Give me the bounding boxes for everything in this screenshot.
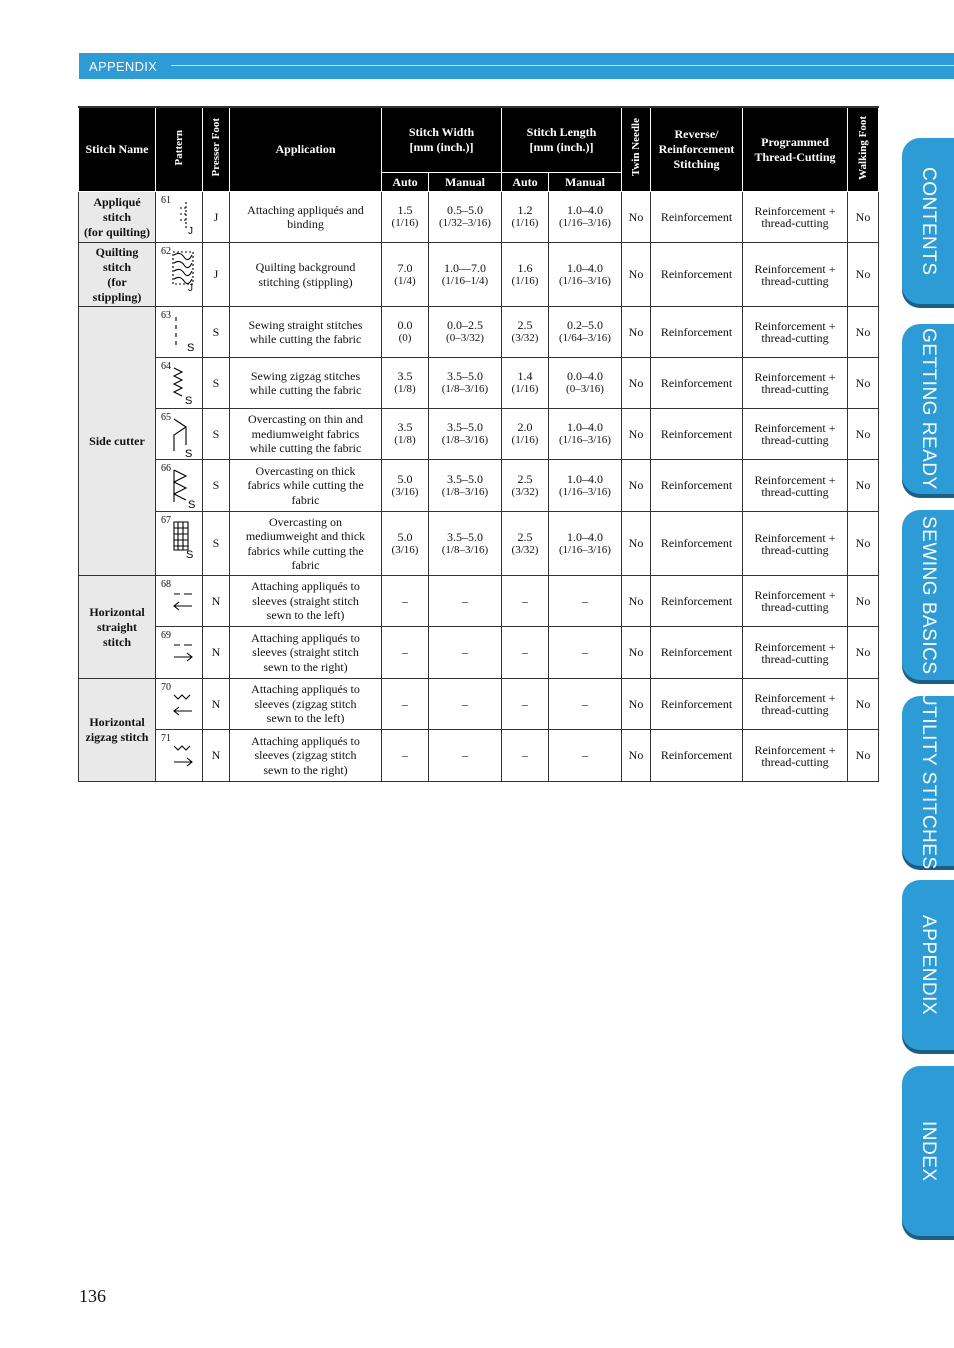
thread-cutting-cell: Reinforcement + thread-cutting <box>743 243 848 307</box>
width-manual-cell: 3.5–5.0 (1/8–3/16) <box>429 358 502 409</box>
walking-foot-cell: No <box>848 576 879 627</box>
header-application: Application <box>230 107 382 192</box>
thread-cutting-cell: Reinforcement + thread-cutting <box>743 576 848 627</box>
application-cell: Sewing straight stitches while cutting the fabric <box>230 307 382 358</box>
width-manual-cell: 3.5–5.0 (1/8–3/16) <box>429 512 502 576</box>
table-row <box>79 192 879 243</box>
length-manual-cell: – <box>549 679 622 730</box>
pattern-number: 71 <box>161 733 171 744</box>
twin-needle-cell: No <box>622 409 651 460</box>
svg-text:J: J <box>188 283 193 293</box>
walking-foot-cell: No <box>848 243 879 307</box>
svg-text:S: S <box>188 499 196 510</box>
header-stitch-name: Stitch Name <box>79 107 156 192</box>
applique-stitch-icon <box>172 200 196 246</box>
pattern-cell <box>156 358 203 409</box>
presser-foot-cell: S <box>203 512 230 576</box>
reverse-stitching-cell: Reinforcement <box>651 358 743 409</box>
width-manual-cell: 1.0—7.0 (1/16–1/4) <box>429 243 502 307</box>
walking-foot-cell: No <box>848 679 879 730</box>
stitch-settings-table <box>78 106 879 782</box>
table-row <box>79 679 879 730</box>
thread-cutting-cell: Reinforcement + thread-cutting <box>743 730 848 782</box>
pattern-number: 67 <box>161 515 171 526</box>
reverse-stitching-cell: Reinforcement <box>651 627 743 679</box>
pattern-number: 63 <box>161 310 171 321</box>
width-manual-cell: 3.5–5.0 (1/8–3/16) <box>429 409 502 460</box>
thread-cutting-cell: Reinforcement + thread-cutting <box>743 679 848 730</box>
pattern-number: 61 <box>161 195 171 206</box>
pattern-cell <box>156 730 203 782</box>
side-cutter-zigzag-icon <box>172 366 196 412</box>
walking-foot-cell: No <box>848 460 879 512</box>
twin-needle-cell: No <box>622 460 651 512</box>
presser-foot-cell: S <box>203 460 230 512</box>
page-number: 136 <box>79 1286 106 1306</box>
width-auto-cell: 7.0 (1/4) <box>382 243 429 307</box>
header-stitch-length: Stitch Length [mm (inch.)] <box>502 107 622 173</box>
side-tab-sewing-basics[interactable] <box>902 510 954 680</box>
table-row <box>79 358 879 409</box>
pattern-number: 69 <box>161 630 171 641</box>
length-manual-cell: – <box>549 730 622 782</box>
presser-foot-cell: S <box>203 409 230 460</box>
width-manual-cell: – <box>429 679 502 730</box>
width-auto-cell: 5.0 (3/16) <box>382 460 429 512</box>
length-auto-cell: 2.5 (3/32) <box>502 307 549 358</box>
length-manual-cell: 1.0–4.0 (1/16–3/16) <box>549 243 622 307</box>
application-cell: Attaching appliqués to sleeves (straight stitch sewn to the right) <box>230 627 382 679</box>
width-auto-cell: 3.5 (1/8) <box>382 358 429 409</box>
horizontal-zigzag-left-icon <box>172 687 196 733</box>
width-auto-cell: 1.5 (1/16) <box>382 192 429 243</box>
pattern-cell <box>156 679 203 730</box>
walking-foot-cell: No <box>848 192 879 243</box>
side-tab-label: UTILITY STITCHES <box>918 692 939 870</box>
length-manual-cell: 0.0–4.0 (0–3/16) <box>549 358 622 409</box>
header-programmed-thread-cutting: Programmed Thread-Cutting <box>743 107 848 192</box>
header-width-auto: Auto <box>382 173 429 192</box>
length-manual-cell: 1.0–4.0 (1/16–3/16) <box>549 512 622 576</box>
walking-foot-cell: No <box>848 409 879 460</box>
reverse-stitching-cell: Reinforcement <box>651 460 743 512</box>
reverse-stitching-cell: Reinforcement <box>651 192 743 243</box>
stitch-name-cell: Side cutter <box>79 307 156 576</box>
thread-cutting-cell: Reinforcement + thread-cutting <box>743 627 848 679</box>
presser-foot-cell: S <box>203 307 230 358</box>
svg-text:S: S <box>187 342 195 354</box>
application-cell: Attaching appliqués to sleeves (zigzag stitch sewn to the left) <box>230 679 382 730</box>
pattern-number: 62 <box>161 246 171 257</box>
application-cell: Overcasting on thin and mediumweight fabrics while cutting the fabric <box>230 409 382 460</box>
table-row <box>79 243 879 307</box>
side-tab-index[interactable] <box>902 1066 954 1236</box>
presser-foot-cell: N <box>203 679 230 730</box>
header-walking-foot: Walking Foot <box>848 107 879 192</box>
length-manual-cell: 1.0–4.0 (1/16–3/16) <box>549 460 622 512</box>
width-manual-cell: 3.5–5.0 (1/8–3/16) <box>429 460 502 512</box>
reverse-stitching-cell: Reinforcement <box>651 243 743 307</box>
stitch-name-cell: Appliqué stitch (for quilting) <box>79 192 156 243</box>
application-cell: Sewing zigzag stitches while cutting the fabric <box>230 358 382 409</box>
table-row <box>79 730 879 782</box>
walking-foot-cell: No <box>848 358 879 409</box>
application-cell: Attaching appliqués to sleeves (straight stitch sewn to the left) <box>230 576 382 627</box>
table-row <box>79 512 879 576</box>
pattern-number: 68 <box>161 579 171 590</box>
length-auto-cell: – <box>502 679 549 730</box>
length-manual-cell: – <box>549 627 622 679</box>
application-cell: Quilting background stitching (stippling) <box>230 243 382 307</box>
length-manual-cell: – <box>549 576 622 627</box>
application-cell: Attaching appliqués and binding <box>230 192 382 243</box>
walking-foot-cell: No <box>848 730 879 782</box>
table-row <box>79 460 879 512</box>
twin-needle-cell: No <box>622 358 651 409</box>
header-pattern: Pattern <box>156 107 203 192</box>
header-length-manual: Manual <box>549 173 622 192</box>
width-manual-cell: – <box>429 730 502 782</box>
width-auto-cell: – <box>382 679 429 730</box>
pattern-cell <box>156 460 203 512</box>
horizontal-straight-right-icon <box>172 635 196 681</box>
pattern-number: 65 <box>161 412 171 423</box>
header-twin-needle: Twin Needle <box>622 107 651 192</box>
presser-foot-cell: N <box>203 576 230 627</box>
presser-foot-cell: S <box>203 358 230 409</box>
side-tab-appendix[interactable] <box>902 880 954 1050</box>
side-cutter-overcast-thick-icon <box>172 468 196 514</box>
reverse-stitching-cell: Reinforcement <box>651 307 743 358</box>
stitch-name-cell: Horizontal zigzag stitch <box>79 679 156 782</box>
header-length-auto: Auto <box>502 173 549 192</box>
side-tab-contents[interactable] <box>902 138 954 304</box>
stitch-name-cell: Horizontal straight stitch <box>79 576 156 679</box>
table-row <box>79 307 879 358</box>
pattern-cell <box>156 627 203 679</box>
thread-cutting-cell: Reinforcement + thread-cutting <box>743 460 848 512</box>
reverse-stitching-cell: Reinforcement <box>651 730 743 782</box>
length-auto-cell: 1.2 (1/16) <box>502 192 549 243</box>
thread-cutting-cell: Reinforcement + thread-cutting <box>743 409 848 460</box>
thread-cutting-cell: Reinforcement + thread-cutting <box>743 307 848 358</box>
walking-foot-cell: No <box>848 627 879 679</box>
side-tab-label: GETTING READY <box>918 328 939 490</box>
thread-cutting-cell: Reinforcement + thread-cutting <box>743 358 848 409</box>
length-auto-cell: – <box>502 627 549 679</box>
svg-text:J: J <box>188 226 193 237</box>
pattern-number: 66 <box>161 463 171 474</box>
svg-text:S: S <box>185 395 193 407</box>
thread-cutting-cell: Reinforcement + thread-cutting <box>743 192 848 243</box>
length-auto-cell: 2.5 (3/32) <box>502 512 549 576</box>
length-manual-cell: 1.0–4.0 (1/16–3/16) <box>549 409 622 460</box>
svg-text:S: S <box>185 448 193 459</box>
twin-needle-cell: No <box>622 307 651 358</box>
length-auto-cell: – <box>502 576 549 627</box>
svg-text:S: S <box>186 549 194 561</box>
pattern-cell <box>156 192 203 243</box>
twin-needle-cell: No <box>622 576 651 627</box>
reverse-stitching-cell: Reinforcement <box>651 512 743 576</box>
side-cutter-overcast-medium-thick-icon <box>172 520 196 566</box>
twin-needle-cell: No <box>622 679 651 730</box>
presser-foot-cell: N <box>203 627 230 679</box>
width-auto-cell: 0.0 (0) <box>382 307 429 358</box>
twin-needle-cell: No <box>622 730 651 782</box>
stitch-name-cell: Quilting stitch (for stippling) <box>79 243 156 307</box>
side-cutter-straight-icon <box>172 315 196 361</box>
pattern-number: 64 <box>161 361 171 372</box>
table-row <box>79 409 879 460</box>
width-auto-cell: – <box>382 627 429 679</box>
walking-foot-cell: No <box>848 307 879 358</box>
header-stitch-width: Stitch Width [mm (inch.)] <box>382 107 502 173</box>
pattern-number: 70 <box>161 682 171 693</box>
header-presser-foot: Presser Foot <box>203 107 230 192</box>
application-cell: Overcasting on mediumweight and thick fabrics while cutting the fabric <box>230 512 382 576</box>
pattern-cell <box>156 243 203 307</box>
presser-foot-cell: J <box>203 243 230 307</box>
length-manual-cell: 1.0–4.0 (1/16–3/16) <box>549 192 622 243</box>
length-auto-cell: 2.0 (1/16) <box>502 409 549 460</box>
width-auto-cell: – <box>382 730 429 782</box>
length-auto-cell: 2.5 (3/32) <box>502 460 549 512</box>
pattern-cell <box>156 576 203 627</box>
header-divider <box>171 65 954 66</box>
width-manual-cell: 0.5–5.0 (1/32–3/16) <box>429 192 502 243</box>
side-tab-label: CONTENTS <box>918 166 939 276</box>
side-tab-label: SEWING BASICS <box>918 515 939 675</box>
application-cell: Attaching appliqués to sleeves (zigzag stitch sewn to the right) <box>230 730 382 782</box>
section-label: APPENDIX <box>89 59 158 74</box>
table-row <box>79 627 879 679</box>
width-manual-cell: – <box>429 627 502 679</box>
length-auto-cell: 1.4 (1/16) <box>502 358 549 409</box>
header-width-manual: Manual <box>429 173 502 192</box>
stippling-stitch-icon <box>172 251 196 297</box>
pattern-cell <box>156 307 203 358</box>
header-reverse-reinforcement: Reverse/ Reinforcement Stitching <box>651 107 743 192</box>
width-auto-cell: 3.5 (1/8) <box>382 409 429 460</box>
length-auto-cell: – <box>502 730 549 782</box>
width-auto-cell: – <box>382 576 429 627</box>
width-manual-cell: – <box>429 576 502 627</box>
side-tab-label: APPENDIX <box>918 914 939 1016</box>
presser-foot-cell: J <box>203 192 230 243</box>
horizontal-straight-left-icon <box>172 584 196 630</box>
width-manual-cell: 0.0–2.5 (0–3/32) <box>429 307 502 358</box>
reverse-stitching-cell: Reinforcement <box>651 576 743 627</box>
table-row <box>79 576 879 627</box>
length-auto-cell: 1.6 (1/16) <box>502 243 549 307</box>
side-cutter-overcast-thin-icon <box>172 417 196 463</box>
walking-foot-cell: No <box>848 512 879 576</box>
twin-needle-cell: No <box>622 512 651 576</box>
width-auto-cell: 5.0 (3/16) <box>382 512 429 576</box>
side-tab-getting-ready[interactable] <box>902 324 954 494</box>
reverse-stitching-cell: Reinforcement <box>651 409 743 460</box>
length-manual-cell: 0.2–5.0 (1/64–3/16) <box>549 307 622 358</box>
reverse-stitching-cell: Reinforcement <box>651 679 743 730</box>
side-tab-label: INDEX <box>918 1120 939 1182</box>
twin-needle-cell: No <box>622 192 651 243</box>
table-body <box>79 192 879 782</box>
side-tab-utility-stitches[interactable] <box>902 692 954 870</box>
pattern-cell <box>156 409 203 460</box>
twin-needle-cell: No <box>622 243 651 307</box>
thread-cutting-cell: Reinforcement + thread-cutting <box>743 512 848 576</box>
horizontal-zigzag-right-icon <box>172 738 196 784</box>
section-header-bar <box>79 53 954 79</box>
pattern-cell <box>156 512 203 576</box>
presser-foot-cell: N <box>203 730 230 782</box>
application-cell: Overcasting on thick fabrics while cutting the fabric <box>230 460 382 512</box>
twin-needle-cell: No <box>622 627 651 679</box>
